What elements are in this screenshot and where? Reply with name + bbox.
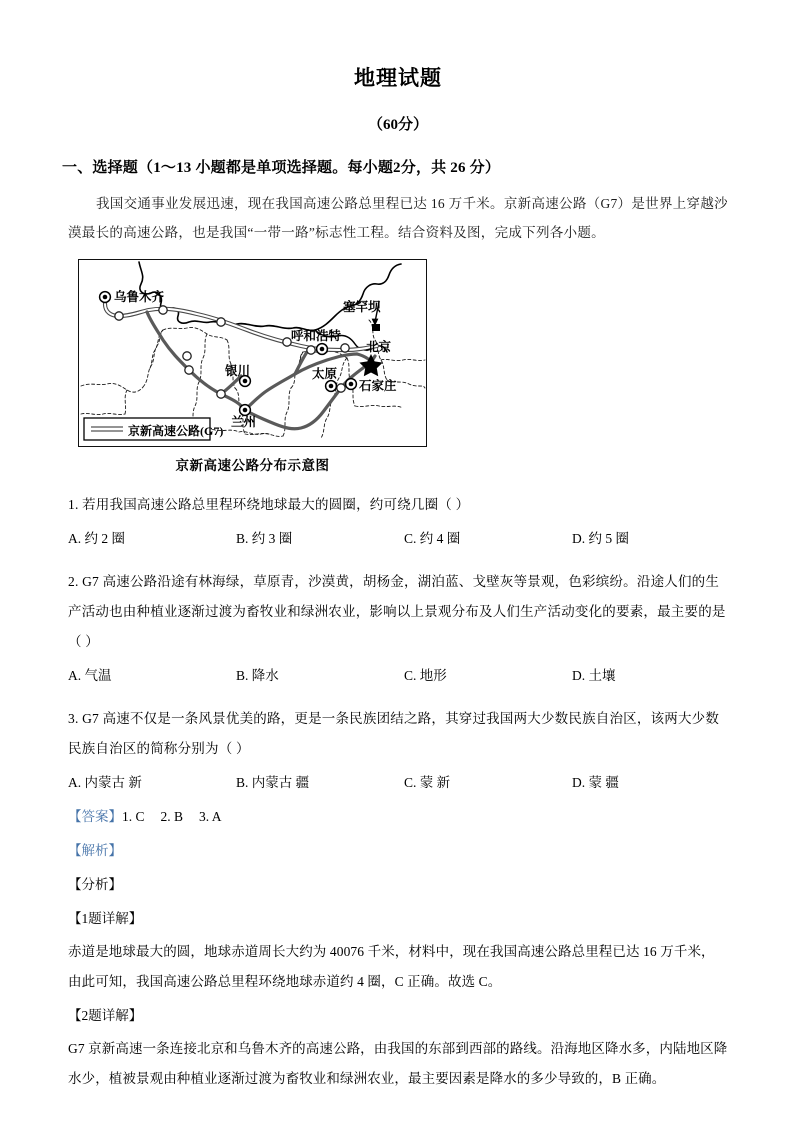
- q1-option-b[interactable]: B. 约 3 圈: [236, 531, 293, 546]
- q3-option-c[interactable]: C. 蒙 新: [404, 775, 451, 790]
- map-svg: [79, 260, 426, 446]
- detail-2-text: G7 京新高速一条连接北京和乌鲁木齐的高速公路，由我国的东部到西部的路线。沿海地区降水多，内陆地区降水少，植被景观由种植业逐渐过渡为畜牧业和绿洲农业，最主要因素是降水的多少导致的，B 正确。: [68, 1041, 728, 1086]
- q2-option-a[interactable]: A. 气温: [68, 668, 112, 683]
- figure-block: [78, 259, 728, 474]
- city-symbol-lanzhou: [240, 405, 251, 416]
- analysis-tag: 【解析】: [68, 843, 122, 858]
- map-label-beijing: 北京: [366, 340, 392, 354]
- figure-caption: 京新高速公路分布示意图: [175, 458, 330, 473]
- answer-q1: 1. C: [122, 809, 145, 824]
- answer-line: [68, 802, 728, 832]
- intro-paragraph: 我国交通事业发展迅速，现在我国高速公路总里程已达 16 万千米。京新高速公路（G7）是世界上穿越沙漠最长的高速公路，也是我国“一带一路”标志性工程。结合资料及图，完成下列各小题。: [68, 196, 728, 240]
- q1-option-d[interactable]: D. 约 5 圈: [572, 531, 629, 546]
- detail-1-text: 赤道是地球最大的圆，地球赤道周长大约为 40076 千米，材料中，现在我国高速公路总里程已达 16 万千米，由此可知，我国高速公路总里程环绕地球赤道约 4 圈，C 正确。故选 C。: [68, 944, 715, 989]
- q1-option-c[interactable]: C. 约 4 圈: [404, 531, 461, 546]
- overview-tag: 【分析】: [68, 877, 122, 892]
- map-figure: [78, 259, 427, 447]
- q2-option-b[interactable]: B. 降水: [236, 668, 279, 683]
- answer-q2: 2. B: [160, 809, 184, 824]
- page-title: 地理试题: [354, 66, 442, 90]
- national-border-path: [139, 262, 401, 330]
- q3-option-d[interactable]: D. 蒙 疆: [572, 775, 619, 790]
- map-label-lanzhou: 兰州: [231, 415, 257, 429]
- city-symbol-shijiazhuang: [346, 379, 357, 390]
- question-3-stem: 3. G7 高速不仅是一条风景优美的路，更是一条民族团结之路，其穿过我国两大少数民族自治区，该两大少数民族自治区的简称分别为（ ）: [68, 711, 720, 756]
- question-3-options: [68, 768, 728, 798]
- question-2-stem: 2. G7 高速公路沿途有林海绿，草原青，沙漠黄，胡杨金，湖泊蓝、戈壁灰等景观，色彩缤纷。沿途人们的生产活动也由种植业逐渐过渡为畜牧业和绿洲农业，影响以上景观分布及人们生产活动变化的要素，最主要的是（ ）: [68, 574, 726, 649]
- city-symbol-taiyuan: [326, 381, 337, 392]
- question-1-stem: 1. 若用我国高速公路总里程环绕地球最大的圆圈，约可绕几圈（ ）: [68, 497, 470, 512]
- map-label-urumqi: 乌鲁木齐: [114, 290, 165, 304]
- map-label-shijiazhuang: 石家庄: [359, 379, 397, 393]
- detail-2-tag: 【2题详解】: [68, 1008, 143, 1023]
- section-heading: 一、选择题（1～13 小题都是单项选择题。每小题2分，共 26 分）: [62, 160, 501, 176]
- city-symbol-hohhot: [317, 344, 328, 355]
- page-content: [62, 0, 728, 1094]
- map-label-yinchuan: 银川: [225, 364, 251, 378]
- legend-label-g7: 京新高速公路(G7): [128, 424, 224, 438]
- answer-q3: 3. A: [199, 809, 222, 824]
- question-2-options: [68, 661, 728, 691]
- map-label-saihanba: 塞罕坝: [343, 300, 381, 314]
- page-subtitle: （60分）: [367, 117, 428, 133]
- q2-option-d[interactable]: D. 土壤: [572, 668, 616, 683]
- g7-expressway-route: [105, 304, 377, 350]
- q3-option-b[interactable]: B. 内蒙古 疆: [236, 775, 310, 790]
- q3-option-a[interactable]: A. 内蒙古 新: [68, 775, 142, 790]
- city-symbol-urumqi: [100, 292, 111, 303]
- q2-option-c[interactable]: C. 地形: [404, 668, 447, 683]
- detail-1-tag: 【1题详解】: [68, 911, 143, 926]
- q1-option-a[interactable]: A. 约 2 圈: [68, 531, 125, 546]
- answer-tag: 【答案】: [68, 809, 122, 824]
- map-legend: [84, 418, 223, 440]
- map-label-hohhot: 呼和浩特: [291, 329, 342, 343]
- question-1-options: [68, 524, 728, 554]
- map-label-taiyuan: 太原: [312, 367, 338, 381]
